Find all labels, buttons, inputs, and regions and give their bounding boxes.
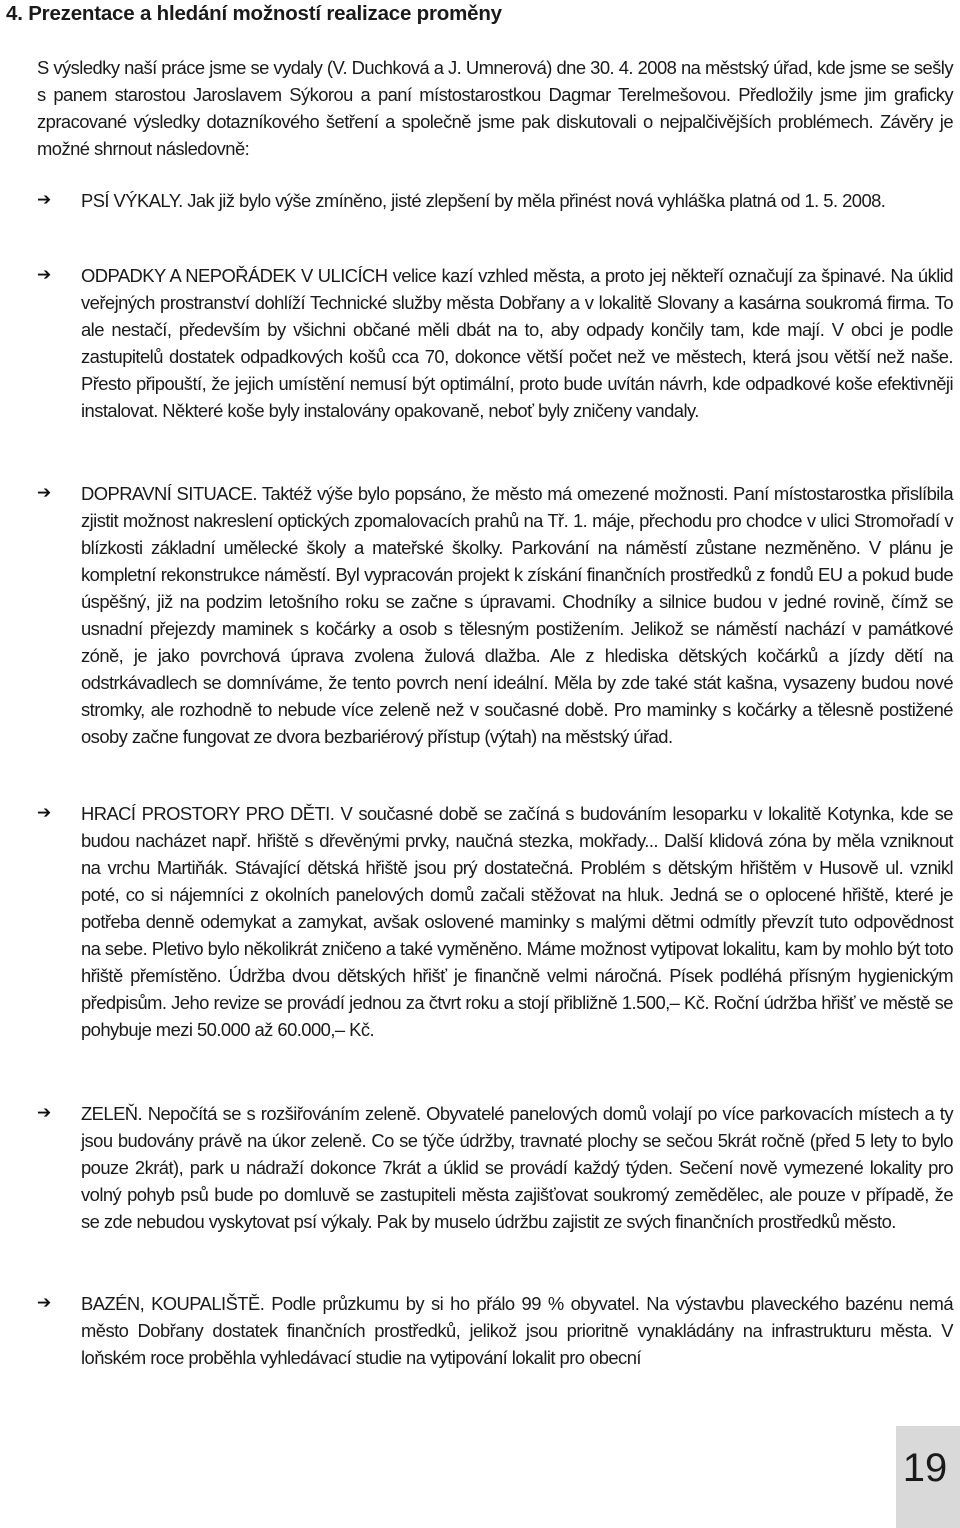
list-item-swimming-pool	[37, 1290, 953, 1371]
arrow-bullet-icon: ➔	[37, 483, 52, 503]
arrow-bullet-icon: ➔	[37, 1103, 52, 1123]
arrow-bullet-icon: ➔	[37, 803, 52, 823]
list-item-text: ZELEŇ. Nepočítá se s rozšiřováním zeleně. Obyvatelé panelových domů volají po více parkovacích místech a ty jsou budovány právě na úkor zeleně. Co se týče údržby, travnaté plochy se sečou 5krát ročně (před 5 lety to bylo pouze 2krát), park u nádraží dokonce 7krát a úklid se provádí každý týden. Sečení nově vymezené lokality pro volný pohyb psů bude po domluvě se zastupiteli města zajišťovat soukromý zemědělec, ale pouze v případě, že se zde nebudou vyskytovat psí výkaly. Pak by muselo údržbu zajistit ze svých finančních prostředků město.	[81, 1103, 953, 1232]
intro-paragraph: S výsledky naší práce jsme se vydaly (V. Duchková a J. Umnerová) dne 30. 4. 2008 na městský úřad, kde jsme se sešly s panem starostou Jaroslavem Sýkorou a paní místostarostkou Dagmar Terelmešovou. Předložily jsme jim graficky zpracované výsledky dotazníkového šetření a společně jsme pak diskutovali o nejpalčivějších problémech. Závěry je možné shrnout následovně:	[37, 57, 953, 159]
list-item-dog-waste	[37, 187, 953, 214]
arrow-bullet-icon: ➔	[37, 1293, 52, 1313]
list-item-traffic	[37, 480, 953, 750]
list-item-litter	[37, 262, 953, 424]
list-item-text: DOPRAVNÍ SITUACE. Taktéž výše bylo popsáno, že město má omezené možnosti. Paní místostarostka přislíbila zjistit možnost nakreslení optických zpomalovacích prahů na Tř. 1. máje, přechodu pro chodce v ulici Stromořadí v blízkosti základní umělecké školy a mateřské školky. Parkování na náměstí zůstane nezměněno. V plánu je kompletní rekonstrukce náměstí. Byl vypracován projekt k získání finančních prostředků z fondů EU a pokud bude úspěšný, již na podzim letošního roku se začne s úpravami. Chodníky a silnice budou v jedné rovině, čímž se usnadní přejezdy maminek s kočárky a osob s tělesným postižením. Jelikož se náměstí nachází v památkové zóně, je jako povrchová úprava zvolena žulová dlažba. Ale z hlediska dětských kočárků a jízdy dětí na odstrkávadlech se domníváme, že tento povrch není ideální. Měla by zde také stát kašna, vysazeny budou nové stromky, ale rozhodně to nebude více zeleně než v současné době. Pro maminky s kočárky a tělesně postižené osoby začne fungovat ze dvora bezbariérový přístup (výtah) na městský úřad.	[81, 483, 953, 747]
list-item-playgrounds	[37, 800, 953, 1043]
list-item-text: ODPADKY A NEPOŘÁDEK V ULICÍCH velice kazí vzhled města, a proto jej někteří označují za špinavé. Na úklid veřejných prostranství dohlíží Technické služby města Dobřany a v lokalitě Slovany a kasárna soukromá firma. To ale nestačí, především by všichni občané měli dbát na to, aby odpady končily tam, kde mají. V obci je podle zastupitelů dostatek odpadkových košů cca 70, dokonce větší počet než ve městech, která jsou větší než naše. Přesto připouští, že jejich umístění nemusí být optimální, proto bude uvítán návrh, kde odpadkové koše efektivněji instalovat. Některé koše byly instalovány opakovaně, neboť byly zničeny vandaly.	[81, 265, 953, 421]
arrow-bullet-icon: ➔	[37, 265, 52, 285]
arrow-bullet-icon: ➔	[37, 190, 52, 210]
section-heading: 4. Prezentace a hledání možností realizace proměny	[6, 2, 502, 25]
page-number: 19	[902, 1446, 948, 1490]
list-item-text: HRACÍ PROSTORY PRO DĚTI. V současné době se začíná s budováním lesoparku v lokalitě Kotynka, kde se budou nacházet např. hřiště s dřevěnými prvky, naučná stezka, mokřady... Další klidová zóna by měla vzniknout na vrchu Martiňák. Stávající dětská hřiště jsou prý dostatečná. Problém s dětským hřištěm v Husově ul. vznikl poté, co si nájemníci z okolních panelových domů začali stěžovat na hluk. Jedná se o oplocené hřiště, které je potřeba denně odemykat a zamykat, avšak oslovené maminky s malými dětmi odmítly převzít tuto odpovědnost na sebe. Pletivo bylo několikrát zničeno a také vyměněno. Máme možnost vytipovat lokalitu, kam by mohlo být toto hřiště přemístěno. Údržba dvou dětských hřišť je finančně velmi náročná. Písek podléhá přísným hygienickým předpisům. Jeho revize se provádí jednou za čtvrt roku a stojí přibližně 1.500,– Kč. Roční údržba hřišť ve městě se pohybuje mezi 50.000 až 60.000,– Kč.	[81, 803, 953, 1040]
list-item-text: PSÍ VÝKALY. Jak již bylo výše zmíněno, jisté zlepšení by měla přinést nová vyhláška platná od 1. 5. 2008.	[81, 190, 886, 211]
list-item-text: BAZÉN, KOUPALIŠTĚ. Podle průzkumu by si ho přálo 99 % obyvatel. Na výstavbu plaveckého bazénu nemá město Dobřany dostatek finančních prostředků, jelikož jsou prioritně vynakládány na infrastrukturu města. V loňském roce proběhla vyhledávací studie na vytipování lokalit pro obecní	[81, 1293, 953, 1368]
list-item-greenery	[37, 1100, 953, 1235]
